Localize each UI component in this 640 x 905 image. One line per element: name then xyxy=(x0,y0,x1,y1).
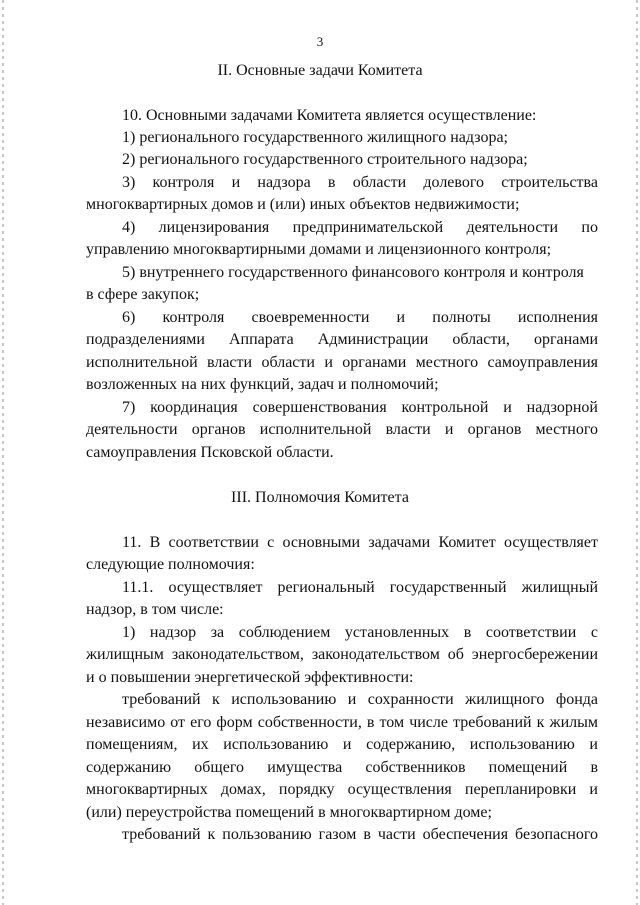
paragraph-line: независимо от его форм собственности, в том числе требований к жилым xyxy=(86,714,598,731)
paragraph-line: 4) лицензирования предпринимательской деятельности по xyxy=(122,219,598,236)
paragraph-line: надзор, в том числе: xyxy=(86,601,224,618)
paragraph-line: подразделениями Аппарата Администрации области, органами xyxy=(86,331,598,348)
paragraph-line: многоквартирных домах, порядку осуществления перепланировки и xyxy=(86,781,598,798)
paragraph-line: многоквартирных домов и (или) иных объектов недвижимости; xyxy=(86,196,520,213)
paragraph-line: деятельности органов исполнительной власти и органов местного xyxy=(86,421,598,438)
paragraph-line: помещениям, их использованию и содержанию, использованию и xyxy=(86,736,598,753)
paragraph-line: 7) координация совершенствования контрольной и надзорной xyxy=(122,399,598,416)
paragraph-line: 10. Основными задачами Комитета является осуществление: xyxy=(122,107,537,124)
paragraph-line: самоуправления Псковской области. xyxy=(86,444,334,461)
paragraph-line: 1) надзор за соблюдением установленных в соответствии с xyxy=(122,624,598,641)
paragraph-line: управлению многоквартирными домами и лицензионного контроля; xyxy=(86,241,552,258)
paragraph-line: жилищным законодательством, законодательством об энергосбережении xyxy=(86,646,598,663)
paragraph-line: требований к пользованию газом в части обеспечения безопасного xyxy=(122,826,598,843)
paragraph-line: содержанию общего имущества собственников помещений в xyxy=(86,759,598,776)
scan-edge-right xyxy=(636,0,638,905)
paragraph-line: 3) контроля и надзора в области долевого строительства xyxy=(122,174,598,191)
paragraph-line: 5) внутреннего государственного финансового контроля и контроля xyxy=(122,264,584,281)
page-number: 3 xyxy=(316,34,324,49)
scan-edge-left xyxy=(2,0,4,905)
paragraph-line: 2) регионального государственного строительного надзора; xyxy=(122,151,528,168)
paragraph-line: 11.1. осуществляет региональный государственный жилищный xyxy=(122,579,598,596)
paragraph-line: 11. В соответствии с основными задачами Комитет осуществляет xyxy=(122,534,598,551)
paragraph-line: и о повышении энергетической эффективности: xyxy=(86,669,414,686)
paragraph-line: в сфере закупок; xyxy=(86,286,200,303)
section-heading-tasks: II. Основные задачи Комитета xyxy=(217,62,423,79)
paragraph-line: исполнительной власти области и органами местного самоуправления xyxy=(86,354,598,371)
paragraph-line: возложенных на них функций, задач и полномочий; xyxy=(86,376,439,393)
paragraph-line: (или) переустройства помещений в многоквартирном доме; xyxy=(86,804,492,821)
section-heading-powers: III. Полномочия Комитета xyxy=(231,489,409,506)
paragraph-line: 6) контроля своевременности и полноты исполнения xyxy=(122,309,598,326)
paragraph-line: 1) регионального государственного жилищного надзора; xyxy=(122,129,508,146)
paragraph-line: следующие полномочия: xyxy=(86,556,255,573)
paragraph-line: требований к использованию и сохранности жилищного фонда xyxy=(122,691,598,708)
